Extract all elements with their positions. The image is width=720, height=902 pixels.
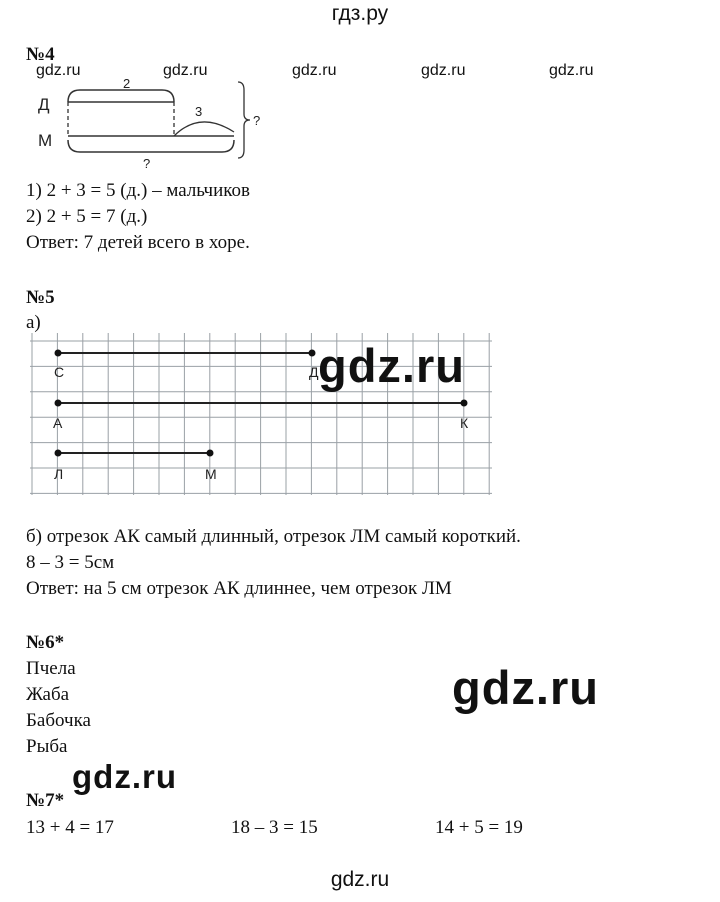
diagram-label-arc: 3 xyxy=(195,104,203,119)
watermark: gdz.ru xyxy=(36,62,81,79)
watermark-mid: gdz.ru xyxy=(72,758,177,795)
diagram-arc xyxy=(174,122,234,136)
task4-line-1: 1) 2 + 3 = 5 (д.) – мальчиков xyxy=(26,180,250,201)
task4-number: №4 xyxy=(26,44,55,65)
task6-item: Пчела xyxy=(26,658,76,679)
task5-calc: 8 – 3 = 5см xyxy=(26,552,115,573)
task4-answer: Ответ: 7 детей всего в хоре. xyxy=(26,232,250,253)
task7-equation-3: 14 + 5 = 19 xyxy=(435,817,523,838)
watermark: gdz.ru xyxy=(549,62,594,79)
task7-equation-2: 18 – 3 = 15 xyxy=(231,817,318,838)
task5-answer: Ответ: на 5 см отрезок АК длиннее, чем отрезок ЛМ xyxy=(26,578,452,599)
label-l: Л xyxy=(54,466,64,482)
task6-item: Рыба xyxy=(26,736,68,757)
watermark: gdz.ru xyxy=(292,62,337,79)
watermark-big: gdz.ru xyxy=(452,661,599,714)
task4-diagram xyxy=(30,70,270,170)
diagram-row-m: М xyxy=(38,131,53,150)
label-d: Д xyxy=(309,364,319,380)
site-title: гдз.ру xyxy=(331,2,389,25)
point-d xyxy=(309,350,316,357)
diagram-label-bottom: ? xyxy=(143,156,151,170)
diagram-bracket-top xyxy=(68,90,174,102)
label-a: А xyxy=(53,415,63,431)
point-m xyxy=(207,450,214,457)
task6-item: Жаба xyxy=(26,684,70,705)
point-l xyxy=(55,450,62,457)
label-m: М xyxy=(205,466,217,482)
watermark: gdz.ru xyxy=(163,62,208,79)
task5-number: №5 xyxy=(26,287,55,308)
point-k xyxy=(461,400,468,407)
task5-part-b: б) отрезок АК самый длинный, отрезок ЛМ самый короткий. xyxy=(26,526,521,547)
diagram-label-top: 2 xyxy=(123,76,131,91)
footer-watermark: gdz.ru xyxy=(330,868,390,891)
task6-item: Бабочка xyxy=(26,710,91,731)
diagram-bracket-bottom xyxy=(68,140,234,152)
diagram-brace-right xyxy=(238,82,250,158)
task7-equation-1: 13 + 4 = 17 xyxy=(26,817,114,838)
point-s xyxy=(55,350,62,357)
task5-part-a: а) xyxy=(26,312,41,333)
task7-number: №7* xyxy=(26,790,65,811)
label-s: С xyxy=(54,364,65,380)
watermark: gdz.ru xyxy=(421,62,466,79)
watermark-grid: gdz.ru xyxy=(318,339,465,392)
task4-line-2: 2) 2 + 5 = 7 (д.) xyxy=(26,206,148,227)
point-a xyxy=(55,400,62,407)
label-k: К xyxy=(460,415,469,431)
diagram-row-d: Д xyxy=(38,95,50,114)
task6-number: №6* xyxy=(26,632,65,653)
diagram-label-right: ? xyxy=(253,113,261,128)
